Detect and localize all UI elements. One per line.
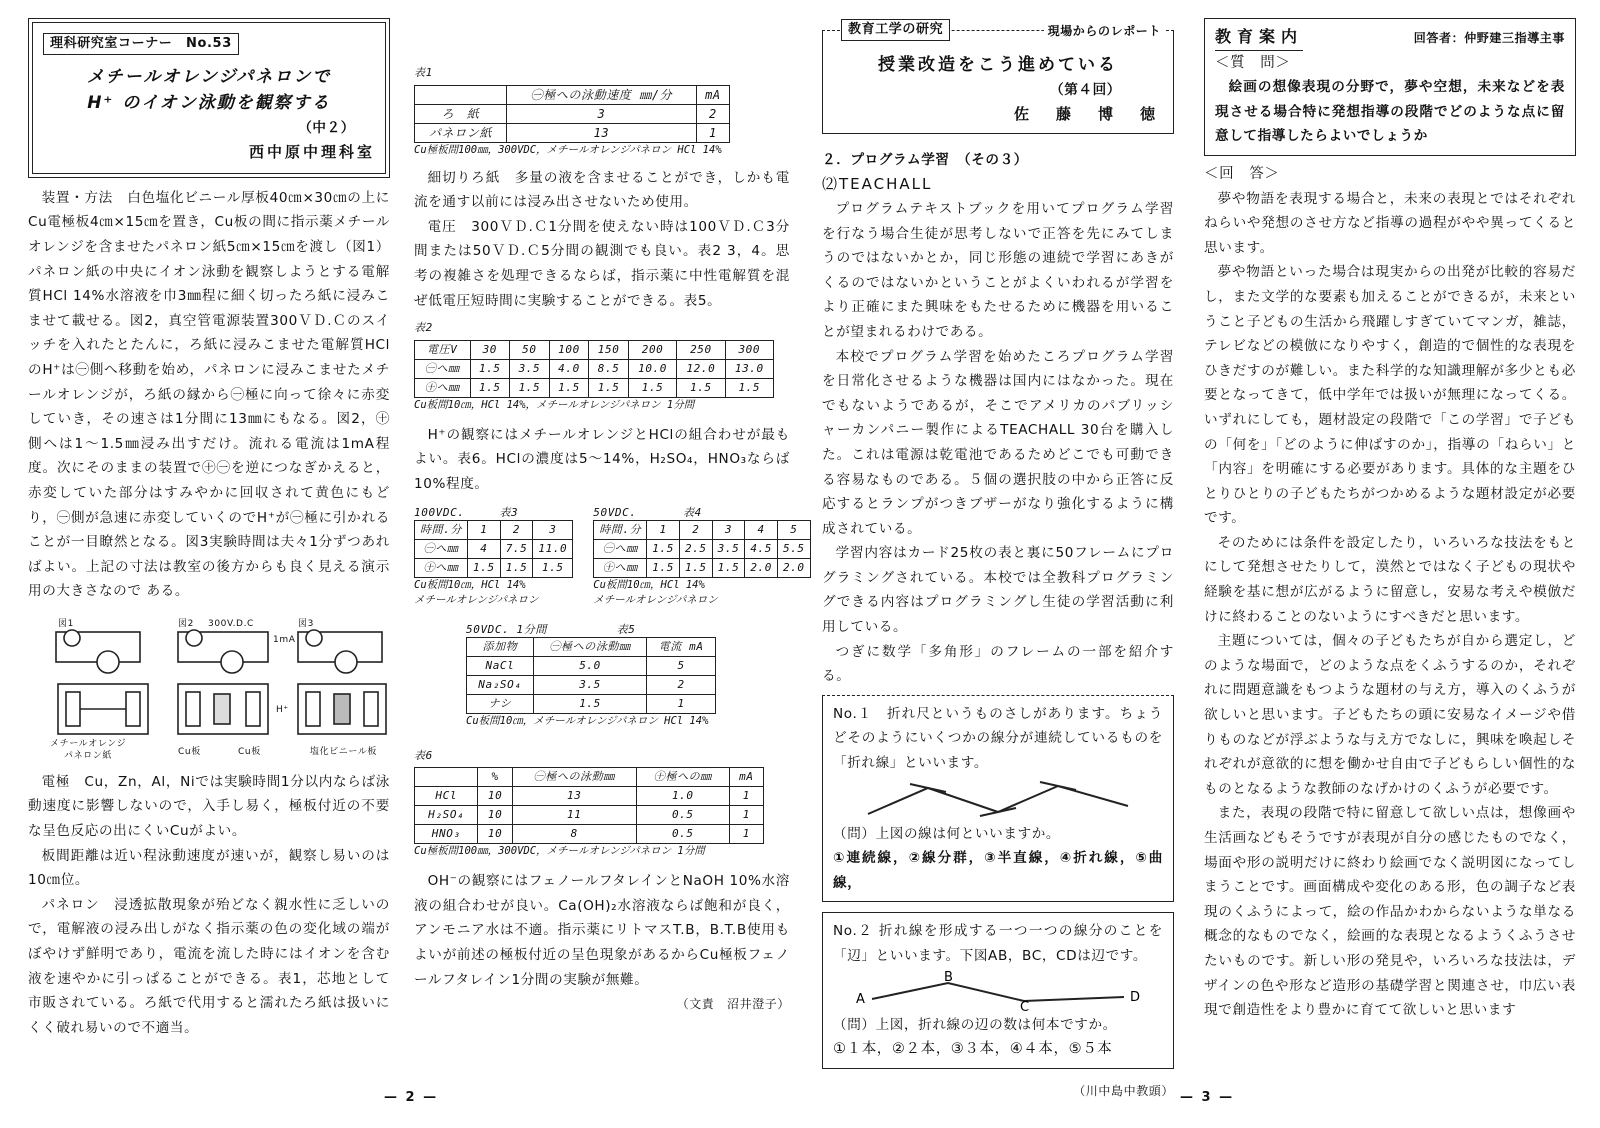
table-cell: 1 [729, 825, 763, 844]
table-cell: 2.0 [777, 558, 810, 577]
table5 [466, 637, 716, 714]
table-cell: 0.5 [636, 825, 729, 844]
table-cell: ㊉へ㎜ [415, 558, 468, 577]
table-cell: 3 [507, 104, 697, 123]
fig1-voltmeter [97, 651, 119, 673]
installment-label: （第４回） [1050, 81, 1121, 98]
table-cell: H₂SO₄ [415, 806, 478, 825]
column-qa [1204, 18, 1576, 1023]
table-cell: 3.5 [533, 675, 646, 694]
table-cell: 13 [507, 123, 697, 142]
edu-tech-header [822, 22, 1174, 134]
table-cell: mA [729, 768, 763, 787]
table-cell: 12.0 [677, 359, 725, 378]
table4-label: 表4 [683, 505, 702, 519]
paragraph-apparatus: 装置・方法 白色塩化ビニール厚板40㎝×30㎝の上にCu電極板4㎝×15㎝を置き，Cu板の間に指示薬メチールオレンジを含ませたパネロン紙5㎝×15㎝を渡し（図1）パネロン紙の中央にイオン泳動を観察しようとする電解質HCl 14%水溶液を巾3㎜程に細く切ったろ紙に浸みこませて載せる。図2，真空管電源装置300ＶＤ.Ｃのスイッチを入れたとたんに，ろ紙に浸みこませた電解質HClのH⁺は㊀側へ移動を始め，パネロンに浸みこませたメチールオレンジが，ろ紙の縁から㊀極に向って徐々に赤変していき，その速さは1分間に13㎜にもなる。図2，㊉側へは1〜1.5㎜浸み出すだけ。流れる電流は1mA程度。次にそのままの装置で㊉㊀を逆につなぎかえると，赤変していた部分はすみやかに回収されて黄色にもどり，㊀側が急速に赤変していくのでH⁺が㊀極に引かれることが一目瞭然となる。図3実験時間は夫々1分ずつあればよい。上記の寸法は教室の後方からも良く見える演示用の大きさなので ある。 [28, 189, 390, 600]
table-cell: 10 [478, 787, 512, 806]
table-row [415, 787, 764, 806]
fig-label-2: 図2 [178, 618, 194, 629]
table3 [414, 520, 573, 578]
table2-label: 表2 [414, 321, 433, 335]
table-cell: 150 [589, 340, 629, 359]
point-c: C [1020, 999, 1030, 1011]
table-cell: 時間.分 [594, 520, 647, 539]
table-cell: 300 [725, 340, 773, 359]
table-cell: 8 [512, 825, 636, 844]
table-cell: 1 [647, 694, 716, 713]
table-cell: ㊀極への泳動㎜ [533, 637, 646, 656]
table5-label: 表5 [616, 622, 636, 636]
table-cell: 2.5 [679, 539, 712, 558]
table-cell: 電流 mA [647, 637, 716, 656]
article-title-line2: H⁺ のイオン泳動を観察する [87, 92, 331, 113]
edu-tech-tag: 教育工学の研究 [841, 19, 950, 41]
table-cell: 30 [470, 340, 510, 359]
frame-1-text: No.１ 折れ尺というものさしがあります。ちょうどそのようにいくつかの線分が連続しているものを「折れ線」といいます。 [833, 705, 1163, 772]
table1-block [414, 60, 790, 158]
table-row [415, 340, 774, 359]
table-row [415, 768, 764, 787]
paragraph-voltage: 電圧 300ＶＤ.Ｃ1分間を使えない時は100ＶＤ.Ｃ3分間または50ＶＤ.Ｃ5分間の観測でも良い。表2 3，4。思考の複雑さを処理できるならば，指示薬に中性電解質を混ぜ低電圧短時間に実験することができる。表5。 [414, 218, 790, 309]
fig2-ammeter [186, 630, 202, 646]
signature: （文責 沼井澄子） [676, 997, 790, 1012]
table-cell: 1.5 [647, 558, 680, 577]
table-cell: 1 [729, 806, 763, 825]
table-row [415, 825, 764, 844]
edu-tech-author: 佐 藤 博 徳 [1013, 105, 1161, 124]
table-cell: 11.0 [533, 539, 573, 558]
section-heading: ２．プログラム学習 （その３） [822, 151, 1028, 168]
author-credit: （川中島中教頭） [1073, 1083, 1174, 1098]
table-row [467, 694, 716, 713]
table-cell: 1.5 [628, 378, 676, 397]
table-row [415, 378, 774, 397]
table-cell: 1.5 [679, 558, 712, 577]
table-cell: 1.5 [677, 378, 725, 397]
table-cell: 4.5 [745, 539, 778, 558]
table-cell: Na₂SO₄ [467, 675, 534, 694]
answer-label: ＜回 答＞ [1204, 165, 1280, 182]
table-cell: ㊀極への泳動速度 ㎜/分 [507, 85, 697, 104]
fig-label-3: 図3 [298, 618, 314, 629]
answer-paragraph-4: 主題については，個々の子どもたちが自から選定し，どのような場面で，どのような点をくふうするのか，それぞれに問題意識をもつような題材の与え方，導入のくふうが欲しいと思います。子どもたちの頭に安易なイメージや借りものなどが浮ぶような与え方でなしに，興味を喚起しそれぞれが意欲的に想を働かせ自由で子どもらしい個性的なものとなるような教師のなげかけのくふうが必要です。 [1204, 633, 1576, 797]
table3-label: 表3 [499, 505, 519, 519]
table-cell: 1.5 [725, 378, 773, 397]
frame-1-question: （問）上図の線は何といいますか。 [833, 825, 1061, 842]
table-row [415, 104, 730, 123]
science-corner-header [32, 22, 386, 174]
fig-label-cu-left: Cu板 [178, 746, 201, 757]
paragraph-4: つぎに数学「多角形」のフレームの一部を紹介する。 [822, 643, 1174, 685]
paragraph-filter: 細切りろ紙 多量の液を含ませることができ，しかも電流を通す以前には浸み出させないため使用。 [414, 169, 790, 211]
table-cell: 8.5 [589, 359, 629, 378]
fig2-voltmeter [221, 651, 243, 673]
polyline-figure-1 [848, 778, 1148, 820]
table2 [414, 340, 774, 398]
table-cell: 添加物 [467, 637, 534, 656]
table5-caption: Cu板間10㎝，メチールオレンジパネロン HCl 14% [466, 714, 709, 727]
fig-label-indicator: メチールオレンジ [50, 738, 127, 749]
question-label: ＜質 問＞ [1215, 54, 1291, 71]
table2-block [414, 315, 790, 413]
table-cell: ナシ [467, 694, 534, 713]
frame-2-box [822, 912, 1174, 1068]
table1-label: 表1 [414, 66, 433, 79]
fig1-plate-right [126, 692, 140, 726]
paragraph-distance: 板間距離は近い程泳動速度が速いが，観察し易いのは10㎝位。 [28, 847, 390, 889]
answer-paragraph-3: そのためには条件を設定したり，いろいろな技法をもとにして発想させたりして，漠然とではなく子どもの現状や経験を基に想が広がるように留意し，安易な考えや模倣だけに終わることのないようにすべきだと思います。 [1204, 534, 1576, 625]
polyline-figure-2 [848, 971, 1148, 1011]
table6-caption: Cu極板間100㎜，300VDC，メチールオレンジパネロン 1分間 [414, 845, 705, 858]
table-row [415, 558, 573, 577]
fig-label-cu-right: Cu板 [238, 746, 261, 757]
fig-label-1: 図1 [58, 618, 74, 629]
table-cell: ㊉へ㎜ [594, 558, 647, 577]
table-cell: 13.0 [725, 359, 773, 378]
table-cell: 3 [533, 520, 573, 539]
table3-caption2: メチールオレンジパネロン [414, 593, 539, 606]
table-cell: 1.5 [589, 378, 629, 397]
fig-label-vinyl: 塩化ビニール板 [310, 746, 378, 757]
fig2-paper [214, 694, 230, 724]
table-cell: NaCl [467, 656, 534, 675]
table-cell: ろ 紙 [415, 104, 507, 123]
qa-heading: 教育案内 [1215, 25, 1303, 51]
table3-block [414, 505, 573, 608]
table-cell: 4 [745, 520, 778, 539]
table-row [415, 520, 573, 539]
fig1-ammeter [64, 630, 80, 646]
article-title-line1: メチールオレンジパネロンで [86, 66, 332, 87]
table-cell: 1.5 [533, 694, 646, 713]
table-cell: 1.5 [470, 378, 510, 397]
answer-paragraph-5: また，表現の段階で特に留意して欲しい点は，想像画や生活画などもそうですが表現が自分の感じたものでなく，場面や形の説明だけに終わり絵画でなく説明図になってしまうことです。画面構成や変化のある形，色の調子など表現のくふうによって，絵の作品かわからないような単なる概念的なものでなく，絵画的な表現となるようくふうさせたいものです。新しい形の発見や，いろいろな技法は，デザインの色や形など造形の基礎学習と関連させ，巾広い表現で創造性をより豊かに育てて欲しいと思います [1204, 805, 1576, 1019]
paragraph-oh: OH⁻の観察にはフェノールフタレインとNaOH 10%水溶液の組合わせが良い。Ca(OH)₂水溶液ならば飽和が良く，アンモニア水は不適。指示薬にリトマスT.B，B.T.B使用もよいが前述の極板付近の呈色現象があるからCu極板フェノールフタレイン1分間の実験が無難。 [414, 873, 790, 988]
table-row [467, 637, 716, 656]
table-cell: 3.5 [510, 359, 550, 378]
table-row [415, 539, 573, 558]
table-row [467, 656, 716, 675]
point-d: D [1130, 989, 1141, 1005]
table-cell: 4 [468, 539, 501, 558]
fig-label-current: 1mA [273, 634, 296, 645]
fig1-plate-left [66, 692, 80, 726]
frame-2-choices: ①１本，②２本，③３本，④４本，⑤５本 [833, 1041, 1113, 1058]
table-row [467, 675, 716, 694]
grade-label: （中２） [298, 119, 355, 136]
table-cell: 13 [512, 787, 636, 806]
question-text: 絵画の想像表現の分野で，夢や空想，未来などを表現させる場合特に発想指導の段階でどのような点に留意して指導したらよいでしょうか [1215, 79, 1565, 145]
table6-block [414, 743, 790, 860]
table-cell: HNO₃ [415, 825, 478, 844]
qa-respondent: 回答者：仲野建三指導主事 [1413, 30, 1565, 45]
paragraph-1: プログラムテキストブックを用いてプログラム学習を行なう場合生徒が思考しないで正答を先にみてしまうのではないかとか，同じ形態の連続で学習にあきがくるのではないかということがよくいわれるが学習をより正確にまた興味をもたせるために機器を用いることが望まれるわけである。 [822, 200, 1174, 340]
point-a: A [856, 991, 866, 1007]
table-cell: 1.5 [500, 558, 533, 577]
table-cell [415, 85, 507, 104]
table-cell: 2 [696, 104, 729, 123]
table-cell: ㊀へ㎜ [594, 539, 647, 558]
table-cell: 3.5 [712, 539, 745, 558]
edu-tech-title: 授業改造をこう進めている [878, 55, 1118, 75]
paragraph-electrode: 電極 Cu，Zn，Al，Niでは実験時間1分以内ならば泳動速度に影響しないので，入手し易く，極板付近の不要な呈色反応の出にくいCuがよい。 [28, 773, 390, 840]
table-cell: 5.0 [533, 656, 646, 675]
table-cell: 1 [729, 787, 763, 806]
table-cell: ㊉へ㎜ [415, 378, 471, 397]
paragraph-hplus: H⁺の観察にはメチールオレンジとHClの組合わせが最もよい。表6。HClの濃度は5〜14%，H₂SO₄，HNO₃ならば10%程度。 [414, 426, 790, 492]
table-cell: ㊀へ㎜ [415, 359, 471, 378]
table-cell: 1.5 [647, 539, 680, 558]
table-row [594, 539, 810, 558]
point-b: B [944, 970, 954, 985]
table-cell: 5 [647, 656, 716, 675]
table-cell: 1 [468, 520, 501, 539]
table4-caption1: Cu板間10㎝，HCl 14% [593, 578, 705, 591]
table-row [594, 558, 810, 577]
table4-block [593, 505, 810, 608]
table-cell: 50 [510, 340, 550, 359]
table-cell: 1.5 [470, 359, 510, 378]
column-edu-tech [822, 18, 1174, 1103]
table-cell: パネロン紙 [415, 123, 507, 142]
table-cell: 5 [777, 520, 810, 539]
table6-label: 表6 [414, 748, 433, 762]
table5-head: 50VDC. 1分間 [466, 622, 547, 636]
frame-1-choices: ①連続線，②線分群，③半直線，④折れ線，⑤曲線， [833, 850, 1163, 891]
table4-head: 50VDC. [593, 505, 637, 519]
fig-label-voltage: 300V.D.C [208, 618, 254, 629]
table-cell: 電圧V [415, 340, 471, 359]
qa-header [1204, 18, 1576, 156]
table-row [415, 806, 764, 825]
table-cell [415, 768, 478, 787]
paragraph-2: 本校でプログラム学習を始めたころプログラム学習を日常化させるような機器は国内にはなかった。現在でもないようであるが，そこでアメリカのパブリッシャーカンパニー製作によるTEACHALL 30台を購入した。これは電源は乾電池であるためどこでも可動できる容易なものである。５個の選択肢の中から正答に反応するとランプがつきブザーがなり強化するように構成されている。 [822, 348, 1174, 537]
paragraph-3: 学習内容はカード25枚の表と裏に50フレームにプログラミングされている。本校では全教科プログラミングできる内容はプログラミングし生徒の学習活動に利用している。 [822, 545, 1174, 636]
author-label: 西中原中理科室 [248, 143, 375, 162]
table-cell: ㊀極への泳動㎜ [512, 768, 636, 787]
table-cell: 1.5 [468, 558, 501, 577]
table-cell: 1.5 [712, 558, 745, 577]
table1-caption: Cu極板間100㎜，300VDC，メチールオレンジパネロン HCl 14% [414, 143, 722, 156]
table-row [415, 85, 730, 104]
corner-tag: 理科研究室コーナー No.53 [43, 33, 239, 55]
frame-2-question: （問）上図，折れ線の辺の数は何本ですか。 [833, 1016, 1117, 1033]
table-cell: 1 [696, 123, 729, 142]
table-cell: 250 [677, 340, 725, 359]
table-cell: 2 [679, 520, 712, 539]
table-cell: 11 [512, 806, 636, 825]
table3-head: 100VDC. [414, 505, 465, 519]
table-cell: 10 [478, 825, 512, 844]
experiment-figure [28, 614, 390, 764]
table-cell: 2 [500, 520, 533, 539]
table-cell: % [478, 768, 512, 787]
fig-label-hplus: H⁺ [276, 704, 289, 715]
table-cell: 1 [647, 520, 680, 539]
table-cell: 200 [628, 340, 676, 359]
table-cell: 5.5 [777, 539, 810, 558]
table4-caption2: メチールオレンジパネロン [593, 593, 718, 606]
table2-caption: Cu板間10㎝，HCl 14%，メチールオレンジパネロン 1分間 [414, 398, 695, 411]
frame-1-box [822, 695, 1174, 903]
table-cell: 1.5 [510, 378, 550, 397]
frame-2-text: No.２ 折れ線を形成する一つ一つの線分のことを「辺」といいます。下図AB，BC，CDは辺です。 [833, 923, 1163, 964]
table-cell: ㊉極への㎜ [636, 768, 729, 787]
table-cell: 100 [549, 340, 589, 359]
table-cell: 1.5 [549, 378, 589, 397]
table-cell: 10.0 [628, 359, 676, 378]
table-cell: 1.0 [636, 787, 729, 806]
column-tables [414, 60, 805, 1017]
page-number-left: — 2 — [384, 1090, 439, 1105]
answer-paragraph-2: 夢や物語といった場合は現実からの出発が比較的容易だし，また文学的な要素も加えることができるが，未来ということ子どもの生活から飛躍しすぎていてマンガ，雑誌，テレビなどの模倣になりやすく，創造的で個性的な表現をひきだすのが難しい。また科学的な知識理解が多少とも必要となってきて，低中学年では扱いが無理になってくる。いずれにしても，題材設定の段階で「この学習」で子どもの「何を」「どのように伸ばすのか」，指導の「ねらい」と「内容」を明確にする必要があります。具体的な主題をひとりひとりの子どもたちがつかめるような題材設定が必要です。 [1204, 264, 1576, 527]
table-row [415, 123, 730, 142]
answer-paragraph-1: 夢や物語を表現する場合と，未来の表現とではそれぞれねらいや発想のさせ方など指導の過程がやや異ってくると思います。 [1204, 190, 1576, 256]
page-number-right: — 3 — [1180, 1090, 1235, 1105]
table-cell: 2 [647, 675, 716, 694]
table-cell: HCl [415, 787, 478, 806]
table-cell: 4.0 [549, 359, 589, 378]
report-label: 現場からのレポート [1044, 19, 1165, 44]
table-cell: 3 [712, 520, 745, 539]
table-cell: 時間.分 [415, 520, 468, 539]
table-cell: ㊀へ㎜ [415, 539, 468, 558]
table5-block [466, 622, 790, 729]
table-cell: 1.5 [533, 558, 573, 577]
paragraph-paneron: パネロン 浸透拡散現象が殆どなく親水性に乏しいので，電解液の浸み出しがなく指示薬の色の変化域の端がぼやけず鮮明であり，電流を流した時にはイオンを含む液を速やかに引っぱることができる。表1，芯地として市販されている。ろ紙で代用すると濡れたろ紙は扱いにくく破れ易いので不適当。 [28, 896, 390, 1036]
table6 [414, 767, 764, 844]
table-cell: 7.5 [500, 539, 533, 558]
table-row [594, 520, 810, 539]
table-row [415, 359, 774, 378]
table-cell: 0.5 [636, 806, 729, 825]
tables-3-4-row [414, 505, 805, 608]
table4 [593, 520, 810, 578]
column-science-corner [28, 18, 390, 1040]
table3-caption1: Cu板間10㎝，HCl 14% [414, 578, 526, 591]
table-cell: mA [696, 85, 729, 104]
fig-label-paper: パネロン紙 [64, 750, 113, 761]
subsection-heading: ⑵TEACHALL [822, 175, 933, 194]
table1 [414, 85, 730, 143]
table-cell: 2.0 [745, 558, 778, 577]
table-cell: 10 [478, 806, 512, 825]
